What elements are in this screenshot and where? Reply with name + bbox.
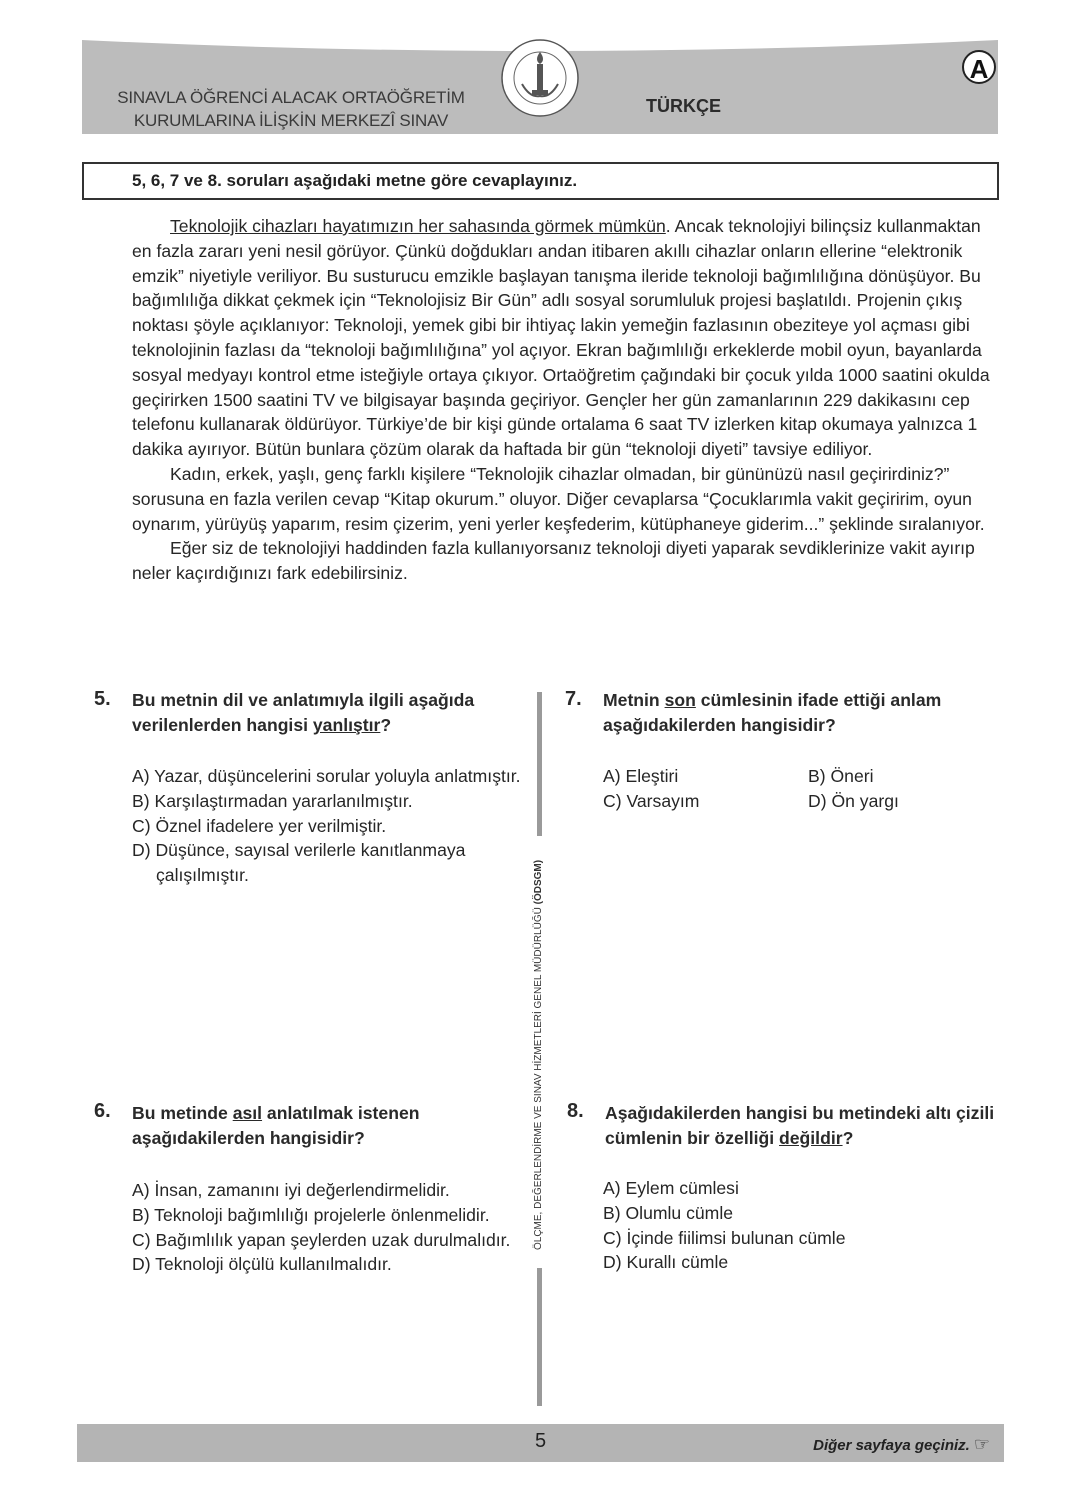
question-5-option-c[interactable]: C) Öznel ifadelere yer verilmiştir.: [132, 815, 387, 836]
pointing-hand-icon: ☞: [973, 1434, 990, 1454]
booklet-type-badge: A: [962, 50, 996, 84]
question-5-number: 5.: [94, 688, 111, 710]
question-5-stem-text: Bu metnin dil ve anlatımıyla ilgili aşağıda verilenlerden hangisi: [132, 690, 475, 735]
question-8-number: 8.: [567, 1100, 584, 1122]
question-8-stem-text: Aşağıdakilerden hangisi bu metindeki altı çizili cümlenin bir özelliği: [605, 1103, 995, 1148]
ministry-logo-icon: [500, 38, 580, 118]
exam-title-line1: SINAVLA ÖĞRENCİ ALACAK ORTAÖĞRETİM: [117, 88, 465, 107]
question-5-option-a[interactable]: A) Yazar, düşüncelerini sorular yoluyla anlatmıştır.: [132, 766, 521, 786]
footer-bar: [77, 1424, 1004, 1462]
next-page-note: [813, 1434, 990, 1455]
question-7-option-c[interactable]: C) Varsayım: [603, 791, 700, 811]
question-6-stem-end: anlatılmak istenen aşağıdakilerden hangisidir?: [132, 1103, 420, 1148]
question-5-stem-emphasis: yanlıştır: [312, 715, 381, 735]
reading-passage: [132, 214, 992, 586]
page-number: 5: [534, 1430, 547, 1452]
question-8-option-b[interactable]: B) Olumlu cümle: [603, 1202, 734, 1223]
exam-title: [96, 86, 486, 132]
subject-title: TÜRKÇE: [646, 96, 721, 116]
question-7-stem-emphasis: son: [664, 690, 696, 710]
question-8-option-d[interactable]: D) Kurallı cümle: [603, 1252, 729, 1273]
question-7-option-a[interactable]: A) Eleştiri: [603, 766, 679, 786]
underlined-sentence: Teknolojik cihazları hayatımızın her sahasında görmek mümkün: [170, 216, 666, 236]
question-6-option-a[interactable]: A) İnsan, zamanını iyi değerlendirmelidir.: [132, 1180, 450, 1200]
question-8-stem-end: ?: [842, 1128, 854, 1148]
question-7-stem: [603, 688, 993, 738]
question-5-option-b[interactable]: B) Karşılaştırmadan yararlanılmıştır.: [132, 790, 413, 811]
question-8-stem: [605, 1101, 995, 1151]
question-6-option-c[interactable]: C) Bağımlılık yapan şeylerden uzak durulmalıdır.: [132, 1229, 511, 1250]
question-6-stem-emphasis: asıl: [232, 1103, 263, 1123]
question-6-options: [132, 1178, 532, 1277]
next-page-text: Diğer sayfaya geçiniz.: [813, 1437, 970, 1454]
question-5-option-d[interactable]: D) Düşünce, sayısal verilerle kanıtlanmaya çalışılmıştır.: [132, 840, 466, 886]
passage-paragraph-1-rest: . Ancak teknolojiyi bilinçsiz kullanmaktan en fazla zararı yeni nesil görüyor. Çünkü doğdukları andan itibaren akıllı cihazlar onların ellerine “elektronik emzik” niyetiyle veriliyor. Bu susturucu emzikle başlayan tanışma ileride teknoloji bağımlılığına dönüşüyor. Bu bağımlılığa dikkat çekmek için “Teknolojisiz Bir Gün” adlı sosyal sorumluluk projesi başlatıldı. Projenin çıkış noktası şöyle açıklanıyor: Teknoloji, yemek gibi bir ihtiyaç lakin yemeğin fazlasının obeziteye yol açması gibi teknolojinin fazlası da “teknoloji bağımlılığına” yol açıyor. Ekran bağımlılığı erkeklerde mobil oyun, bayanlarda sosyal medyayı kontrol etme isteğiyle ortaya çıkıyor. Ortaöğretim çağındaki bir çocuk yılda 1000 saatini okulda geçirirken 1500 saatini TV ve bilgisayar başında geçiriyor. Gençler her gün zamanlarının 229 dakikasını cep telefonu kullanarak öldürüyor. Türkiye’de bir kişi günde ortalama 6 saat TV izlerken kitap okumaya yalnızca 1 dakika ayırıyor. Bütün bunlara çözüm olarak da haftada bir gün “teknoloji diyeti” tavsiye ediliyor.: [132, 216, 990, 460]
question-8-option-c[interactable]: C) İçinde fiilimsi bulunan cümle: [603, 1227, 846, 1248]
side-credit-abbr: (ÖDSGM): [533, 859, 544, 905]
question-5-stem-end: ?: [380, 715, 392, 735]
question-5-stem: [132, 688, 524, 738]
question-8-stem-emphasis: değildir: [779, 1128, 843, 1148]
question-8-option-a[interactable]: A) Eylem cümlesi: [603, 1178, 739, 1198]
question-6-stem-text: Bu metinde: [132, 1103, 233, 1123]
question-6-stem: [132, 1101, 532, 1151]
passage-paragraph-1: [132, 214, 992, 462]
question-7-option-b[interactable]: B) Öneri: [808, 766, 874, 786]
side-credit-plain: ÖLÇME, DEĞERLENDİRME VE SINAV HİZMETLERİ GENEL MÜDÜRLÜĞÜ: [533, 904, 544, 1250]
passage-paragraph-3: Eğer siz de teknolojiyi haddinden fazla kullanıyorsanız teknoloji diyeti yaparak sevdiklerinize vakit ayırıp neler kaçırdığınızı fark edebilirsiniz.: [132, 538, 975, 584]
question-7-option-d[interactable]: D) Ön yargı: [808, 791, 899, 811]
question-7-number: 7.: [565, 688, 582, 710]
question-5-options: [132, 764, 522, 888]
question-7-stem-text: Metnin: [603, 690, 665, 710]
question-6-option-b[interactable]: B) Teknoloji bağımlılığı projelerle önlenmelidir.: [132, 1204, 490, 1225]
question-8-options: [603, 1176, 993, 1275]
question-7-stem-end: cümlesinin ifade ettiği anlam aşağıdakilerden hangisidir?: [603, 690, 942, 735]
passage-paragraph-2: Kadın, erkek, yaşlı, genç farklı kişilere “Teknolojik cihazlar olmadan, bir gününüzü nasıl geçirirdiniz?” sorusuna en fazla verilen cevap “Kitap okurum.” oluyor. Diğer cevaplarsa “Çocuklarımla vakit geçiririm, oyun oynarım, yürüyüş yaparım, resim çizerim, yeni yerler keşfederim, kütüphaneye giderim...” şeklinde sıralanıyor.: [132, 463, 985, 534]
column-divider-top: [537, 692, 542, 836]
question-6-number: 6.: [94, 1100, 111, 1122]
column-divider-bottom: [537, 1268, 542, 1406]
question-6-option-d[interactable]: D) Teknoloji ölçülü kullanılmalıdır.: [132, 1254, 392, 1275]
side-credit-text: [533, 860, 544, 1250]
instruction-box: 5, 6, 7 ve 8. soruları aşağıdaki metne göre cevaplayınız.: [82, 162, 999, 200]
exam-title-line2: KURUMLARINA İLİŞKİN MERKEZÎ SINAV: [133, 111, 449, 130]
